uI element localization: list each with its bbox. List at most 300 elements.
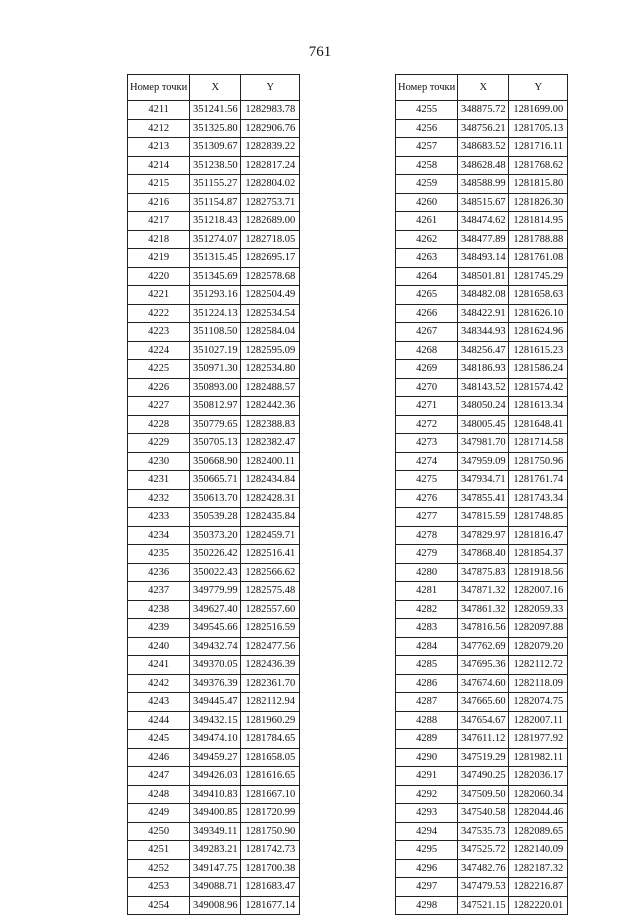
coordinates-table-left [127,74,300,915]
x-cell: 347934.71 [458,471,509,490]
table-row [396,267,568,286]
y-cell: 1281624.96 [509,323,568,342]
point-number-cell: 4294 [396,822,458,841]
table-row [128,841,300,860]
point-number-cell: 4262 [396,230,458,249]
y-cell: 1282074.75 [509,693,568,712]
y-cell: 1281750.96 [509,452,568,471]
point-number-cell: 4218 [128,230,190,249]
table-row [396,378,568,397]
y-cell: 1281761.08 [509,249,568,268]
x-cell: 351345.69 [190,267,241,286]
y-cell: 1282695.17 [241,249,300,268]
table-row [128,323,300,342]
point-number-cell: 4244 [128,711,190,730]
table-row [128,600,300,619]
x-cell: 348501.81 [458,267,509,286]
x-header: X [190,75,241,101]
table-row [128,286,300,305]
table-row [128,378,300,397]
y-header: Y [509,75,568,101]
x-cell: 349426.03 [190,767,241,786]
point-number-cell: 4251 [128,841,190,860]
y-cell: 1281854.37 [509,545,568,564]
table-row [128,193,300,212]
y-cell: 1282220.01 [509,896,568,915]
y-cell: 1282079.20 [509,637,568,656]
y-cell: 1281658.05 [241,748,300,767]
y-cell: 1281574.42 [509,378,568,397]
x-cell: 350665.71 [190,471,241,490]
point-number-cell: 4288 [396,711,458,730]
point-number-cell: 4241 [128,656,190,675]
point-number-cell: 4260 [396,193,458,212]
x-cell: 347525.72 [458,841,509,860]
x-cell: 349088.71 [190,878,241,897]
point-number-cell: 4270 [396,378,458,397]
x-cell: 349627.40 [190,600,241,619]
y-cell: 1281761.74 [509,471,568,490]
point-number-cell: 4268 [396,341,458,360]
y-cell: 1282488.57 [241,378,300,397]
x-cell: 351224.13 [190,304,241,323]
point-number-cell: 4224 [128,341,190,360]
point-number-cell: 4256 [396,119,458,138]
point-number-cell: 4230 [128,452,190,471]
x-cell: 347482.76 [458,859,509,878]
point-number-cell: 4226 [128,378,190,397]
y-cell: 1282382.47 [241,434,300,453]
y-cell: 1282817.24 [241,156,300,175]
x-cell: 348005.45 [458,415,509,434]
point-number-cell: 4264 [396,267,458,286]
point-number-cell: 4237 [128,582,190,601]
table-row [128,156,300,175]
point-number-cell: 4261 [396,212,458,231]
x-cell: 347959.09 [458,452,509,471]
y-cell: 1282044.46 [509,804,568,823]
y-cell: 1282516.59 [241,619,300,638]
x-cell: 350812.97 [190,397,241,416]
x-cell: 350668.90 [190,452,241,471]
point-number-cell: 4215 [128,175,190,194]
x-cell: 351309.67 [190,138,241,157]
point-number-cell: 4222 [128,304,190,323]
x-header: X [458,75,509,101]
y-cell: 1282689.00 [241,212,300,231]
point-number-cell: 4219 [128,249,190,268]
y-cell: 1281960.29 [241,711,300,730]
y-cell: 1281745.29 [509,267,568,286]
table-row [128,452,300,471]
point-number-cell: 4220 [128,267,190,286]
x-cell: 349008.96 [190,896,241,915]
table-row [396,545,568,564]
point-number-cell: 4281 [396,582,458,601]
table-row [396,804,568,823]
point-number-header: Номер точки [396,75,458,101]
point-number-cell: 4248 [128,785,190,804]
y-cell: 1282578.68 [241,267,300,286]
point-number-cell: 4229 [128,434,190,453]
point-number-cell: 4295 [396,841,458,860]
y-cell: 1282906.76 [241,119,300,138]
table-row [396,841,568,860]
table-row [396,656,568,675]
table-row [396,212,568,231]
table-row [396,193,568,212]
table-row [396,156,568,175]
x-cell: 348344.93 [458,323,509,342]
x-cell: 349283.21 [190,841,241,860]
x-cell: 347665.60 [458,693,509,712]
table-row [128,693,300,712]
table-row [128,360,300,379]
y-cell: 1281705.13 [509,119,568,138]
point-number-cell: 4223 [128,323,190,342]
y-cell: 1282436.39 [241,656,300,675]
table-row [128,119,300,138]
point-number-cell: 4293 [396,804,458,823]
table-row [128,508,300,527]
table-row [128,582,300,601]
y-cell: 1282007.11 [509,711,568,730]
point-number-cell: 4267 [396,323,458,342]
table-row [128,878,300,897]
x-cell: 351155.27 [190,175,241,194]
point-number-cell: 4292 [396,785,458,804]
table-row [396,785,568,804]
point-number-cell: 4253 [128,878,190,897]
table-row [128,804,300,823]
table-row [128,822,300,841]
x-cell: 347868.40 [458,545,509,564]
x-cell: 348422.91 [458,304,509,323]
y-cell: 1282516.41 [241,545,300,564]
point-number-cell: 4250 [128,822,190,841]
y-cell: 1282097.88 [509,619,568,638]
table-row [396,286,568,305]
table-row [396,452,568,471]
y-cell: 1282584.04 [241,323,300,342]
y-cell: 1281815.80 [509,175,568,194]
x-cell: 347509.50 [458,785,509,804]
table-row [396,674,568,693]
table-row [128,785,300,804]
table-row [396,175,568,194]
table-row [396,767,568,786]
table-row [128,674,300,693]
y-cell: 1282575.48 [241,582,300,601]
y-cell: 1282434.84 [241,471,300,490]
table-row [396,230,568,249]
y-cell: 1282459.71 [241,526,300,545]
x-cell: 351315.45 [190,249,241,268]
point-number-cell: 4246 [128,748,190,767]
point-number-cell: 4236 [128,563,190,582]
y-cell: 1282388.83 [241,415,300,434]
table-row [128,545,300,564]
point-number-cell: 4282 [396,600,458,619]
x-cell: 349400.85 [190,804,241,823]
table-row [396,526,568,545]
table-row [396,711,568,730]
y-header: Y [241,75,300,101]
table-row [128,230,300,249]
table-header-row [396,75,568,101]
x-cell: 349376.39 [190,674,241,693]
table-row [128,896,300,915]
x-cell: 350779.65 [190,415,241,434]
table-row [128,415,300,434]
x-cell: 349432.74 [190,637,241,656]
y-cell: 1282140.09 [509,841,568,860]
point-number-cell: 4245 [128,730,190,749]
x-cell: 347521.15 [458,896,509,915]
point-number-cell: 4287 [396,693,458,712]
y-cell: 1281683.47 [241,878,300,897]
table-row [396,415,568,434]
x-cell: 350226.42 [190,545,241,564]
table-row [396,471,568,490]
table-row [396,748,568,767]
x-cell: 351108.50 [190,323,241,342]
point-number-cell: 4290 [396,748,458,767]
table-row [396,859,568,878]
table-row [128,563,300,582]
table-row [128,859,300,878]
table-row [396,619,568,638]
y-cell: 1281918.56 [509,563,568,582]
y-cell: 1281982.11 [509,748,568,767]
point-number-cell: 4235 [128,545,190,564]
point-number-cell: 4280 [396,563,458,582]
x-cell: 351218.43 [190,212,241,231]
y-cell: 1282534.80 [241,360,300,379]
table-row [396,101,568,120]
table-row [128,730,300,749]
point-number-cell: 4249 [128,804,190,823]
point-number-cell: 4276 [396,489,458,508]
y-cell: 1281716.11 [509,138,568,157]
table-row [128,656,300,675]
y-cell: 1281626.10 [509,304,568,323]
point-number-cell: 4289 [396,730,458,749]
point-number-cell: 4284 [396,637,458,656]
x-cell: 347762.69 [458,637,509,656]
x-cell: 348628.48 [458,156,509,175]
table-row [396,249,568,268]
point-number-header: Номер точки [128,75,190,101]
point-number-cell: 4240 [128,637,190,656]
y-cell: 1282036.17 [509,767,568,786]
x-cell: 351274.07 [190,230,241,249]
x-cell: 350373.20 [190,526,241,545]
x-cell: 348493.14 [458,249,509,268]
point-number-cell: 4269 [396,360,458,379]
table-row [128,489,300,508]
y-cell: 1281667.10 [241,785,300,804]
x-cell: 348477.89 [458,230,509,249]
y-cell: 1282112.72 [509,656,568,675]
table-row [128,619,300,638]
x-cell: 348875.72 [458,101,509,120]
y-cell: 1281742.73 [241,841,300,860]
y-cell: 1281586.24 [509,360,568,379]
x-cell: 347829.97 [458,526,509,545]
x-cell: 349147.75 [190,859,241,878]
x-cell: 351027.19 [190,341,241,360]
x-cell: 351154.87 [190,193,241,212]
y-cell: 1282504.49 [241,286,300,305]
table-row [396,730,568,749]
table-header-row [128,75,300,101]
y-cell: 1281700.38 [241,859,300,878]
y-cell: 1282400.11 [241,452,300,471]
table-row [396,304,568,323]
point-number-cell: 4258 [396,156,458,175]
point-number-cell: 4216 [128,193,190,212]
point-number-cell: 4274 [396,452,458,471]
table-row [396,508,568,527]
x-cell: 349349.11 [190,822,241,841]
y-cell: 1281826.30 [509,193,568,212]
y-cell: 1281816.47 [509,526,568,545]
y-cell: 1281658.63 [509,286,568,305]
x-cell: 348756.21 [458,119,509,138]
point-number-cell: 4286 [396,674,458,693]
coordinates-table-right [395,74,568,915]
point-number-cell: 4266 [396,304,458,323]
point-number-cell: 4211 [128,101,190,120]
point-number-cell: 4278 [396,526,458,545]
table-row [128,304,300,323]
y-cell: 1282007.16 [509,582,568,601]
table-row [128,767,300,786]
x-cell: 347695.36 [458,656,509,675]
y-cell: 1282361.70 [241,674,300,693]
y-cell: 1281768.62 [509,156,568,175]
point-number-cell: 4227 [128,397,190,416]
x-cell: 347540.58 [458,804,509,823]
table-row [396,600,568,619]
x-cell: 349432.15 [190,711,241,730]
y-cell: 1282187.32 [509,859,568,878]
y-cell: 1281743.34 [509,489,568,508]
point-number-cell: 4255 [396,101,458,120]
x-cell: 350022.43 [190,563,241,582]
table-row [128,526,300,545]
y-cell: 1282112.94 [241,693,300,712]
x-cell: 347490.25 [458,767,509,786]
x-cell: 349370.05 [190,656,241,675]
y-cell: 1282435.84 [241,508,300,527]
y-cell: 1282839.22 [241,138,300,157]
y-cell: 1282428.31 [241,489,300,508]
point-number-cell: 4265 [396,286,458,305]
table-row [128,101,300,120]
point-number-cell: 4212 [128,119,190,138]
y-cell: 1281750.90 [241,822,300,841]
point-number-cell: 4254 [128,896,190,915]
y-cell: 1282983.78 [241,101,300,120]
point-number-cell: 4252 [128,859,190,878]
y-cell: 1281784.65 [241,730,300,749]
x-cell: 350539.28 [190,508,241,527]
x-cell: 347674.60 [458,674,509,693]
y-cell: 1282089.65 [509,822,568,841]
x-cell: 349410.83 [190,785,241,804]
table-row [396,360,568,379]
x-cell: 348186.93 [458,360,509,379]
table-row [128,341,300,360]
y-cell: 1281814.95 [509,212,568,231]
y-cell: 1281720.99 [241,804,300,823]
point-number-cell: 4225 [128,360,190,379]
y-cell: 1282566.62 [241,563,300,582]
point-number-cell: 4298 [396,896,458,915]
x-cell: 347815.59 [458,508,509,527]
y-cell: 1282718.05 [241,230,300,249]
x-cell: 348256.47 [458,341,509,360]
point-number-cell: 4279 [396,545,458,564]
y-cell: 1282753.71 [241,193,300,212]
x-cell: 348588.99 [458,175,509,194]
x-cell: 347816.56 [458,619,509,638]
x-cell: 349779.99 [190,582,241,601]
point-number-cell: 4296 [396,859,458,878]
point-number-cell: 4239 [128,619,190,638]
point-number-cell: 4273 [396,434,458,453]
y-cell: 1281648.41 [509,415,568,434]
table-row [396,563,568,582]
table-row [128,471,300,490]
y-cell: 1281714.58 [509,434,568,453]
table-row [396,693,568,712]
x-cell: 347611.12 [458,730,509,749]
y-cell: 1282118.09 [509,674,568,693]
y-cell: 1281677.14 [241,896,300,915]
y-cell: 1282216.87 [509,878,568,897]
point-number-cell: 4291 [396,767,458,786]
y-cell: 1281615.23 [509,341,568,360]
table-row [396,878,568,897]
point-number-cell: 4277 [396,508,458,527]
point-number-cell: 4297 [396,878,458,897]
table-row [396,896,568,915]
table-row [128,212,300,231]
y-cell: 1281977.92 [509,730,568,749]
x-cell: 348474.62 [458,212,509,231]
x-cell: 351325.80 [190,119,241,138]
point-number-cell: 4263 [396,249,458,268]
y-cell: 1282557.60 [241,600,300,619]
x-cell: 347855.41 [458,489,509,508]
table-row [396,822,568,841]
x-cell: 348515.67 [458,193,509,212]
table-row [396,138,568,157]
point-number-cell: 4214 [128,156,190,175]
x-cell: 348482.08 [458,286,509,305]
x-cell: 348683.52 [458,138,509,157]
x-cell: 351238.50 [190,156,241,175]
y-cell: 1282534.54 [241,304,300,323]
y-cell: 1282442.36 [241,397,300,416]
table-row [396,341,568,360]
table-row [396,489,568,508]
table-row [128,748,300,767]
point-number-cell: 4259 [396,175,458,194]
